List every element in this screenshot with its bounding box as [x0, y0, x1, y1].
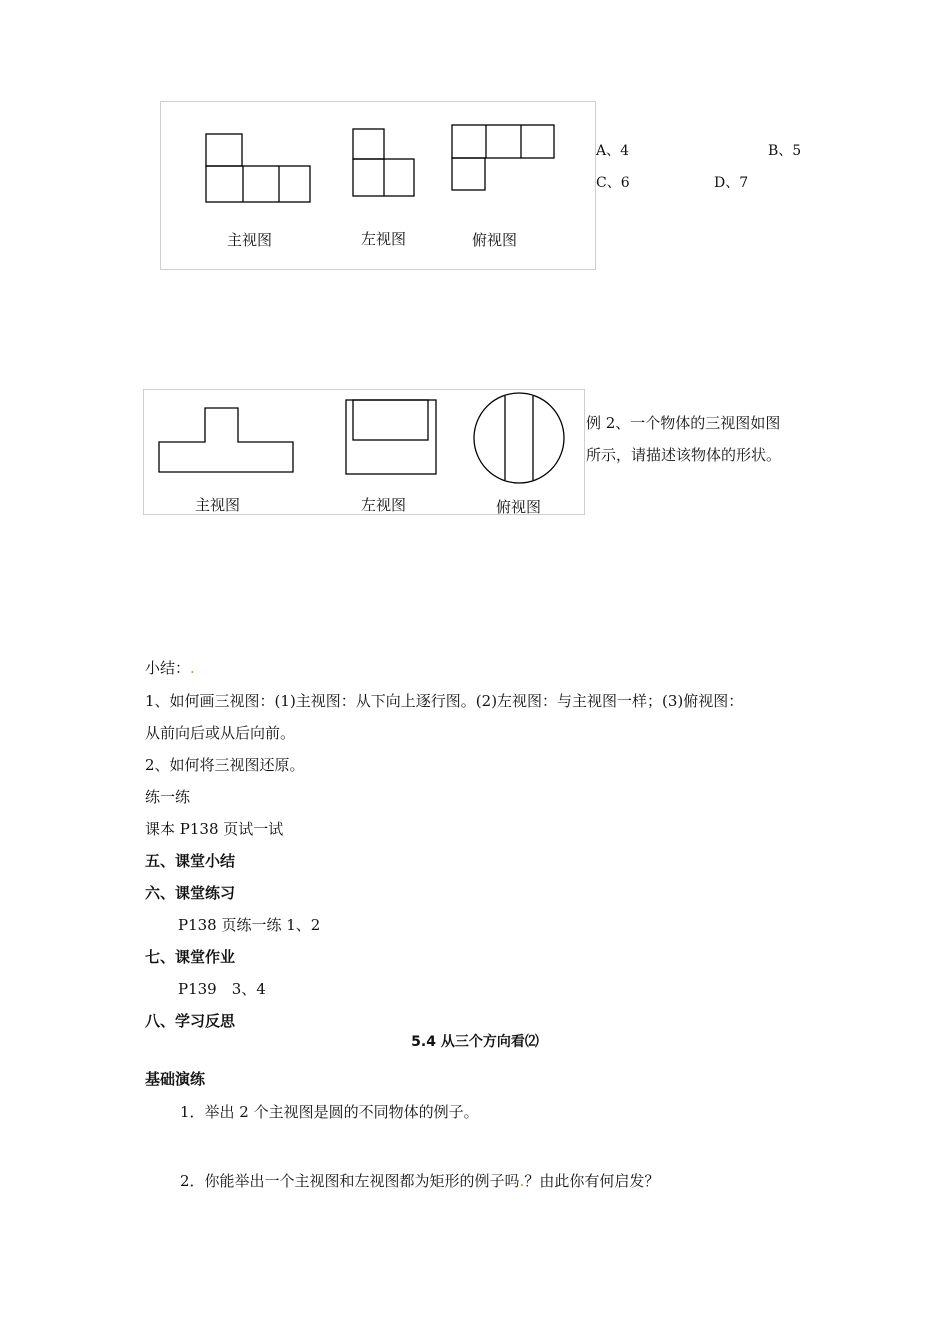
section-7-heading: 七、课堂作业 — [145, 948, 236, 966]
example-2-line-1: 例 2、一个物体的三视图如图 — [586, 414, 781, 432]
example-2-line-2: 所示，请描述该物体的形状。 — [586, 446, 782, 464]
top-view-top-row — [452, 125, 554, 158]
summary-item-2: 2、如何将三视图还原。 — [145, 756, 305, 774]
basic-practice-heading: 基础演练 — [145, 1070, 206, 1088]
section-8-heading: 八、学习反思 — [145, 1012, 236, 1030]
top-view-bottom-square — [452, 158, 485, 190]
figure-1-box — [160, 101, 596, 270]
section-5-heading: 五、课堂小结 — [145, 852, 236, 870]
left-view-outer-rect — [346, 400, 436, 474]
summary-heading: 小结：. — [145, 659, 195, 677]
option-a: A、4 — [596, 143, 630, 159]
option-d: D、7 — [714, 175, 749, 191]
figure-1-caption-top: 俯视图 — [472, 231, 518, 249]
question-2: 2．你能举出一个主视图和左视图都为矩形的例子吗.？由此你有何启发？ — [180, 1172, 660, 1190]
practice-text: 课本 P138 页试一试 — [145, 820, 284, 838]
figure-1-caption-front: 主视图 — [227, 231, 273, 249]
left-view-inner-rect — [353, 400, 428, 440]
figure-2-caption-top: 俯视图 — [496, 498, 542, 516]
front-view-bottom-row — [206, 166, 310, 202]
figure-2-box — [143, 389, 585, 515]
summary-item-1-b: 从前向后或从后向前。 — [145, 724, 296, 742]
section-6-heading: 六、课堂练习 — [145, 884, 236, 902]
figure-1-caption-left: 左视图 — [361, 230, 407, 248]
figure-2-caption-left: 左视图 — [361, 496, 407, 514]
option-b: B、5 — [768, 143, 802, 159]
question-1: 1．举出 2 个主视图是圆的不同物体的例子。 — [180, 1103, 479, 1121]
practice-title: 练一练 — [145, 788, 191, 806]
left-view-top-square — [353, 129, 384, 159]
figure-2-caption-front: 主视图 — [195, 496, 241, 514]
section-6-text: P138 页练一练 1、2 — [178, 916, 321, 934]
option-c: C、6 — [596, 175, 630, 191]
front-view-top-square — [206, 134, 242, 166]
top-view-circle — [474, 393, 564, 483]
section-7-text: P139 3、4 — [178, 980, 266, 998]
lesson-title: 5.4 从三个方向看⑵ — [411, 1034, 539, 1050]
summary-item-1-a: 1、如何画三视图：(1)主视图：从下向上逐行图。(2)左视图：与主视图一样；(3)俯视图： — [145, 692, 744, 710]
front-view-t-shape — [159, 408, 293, 472]
